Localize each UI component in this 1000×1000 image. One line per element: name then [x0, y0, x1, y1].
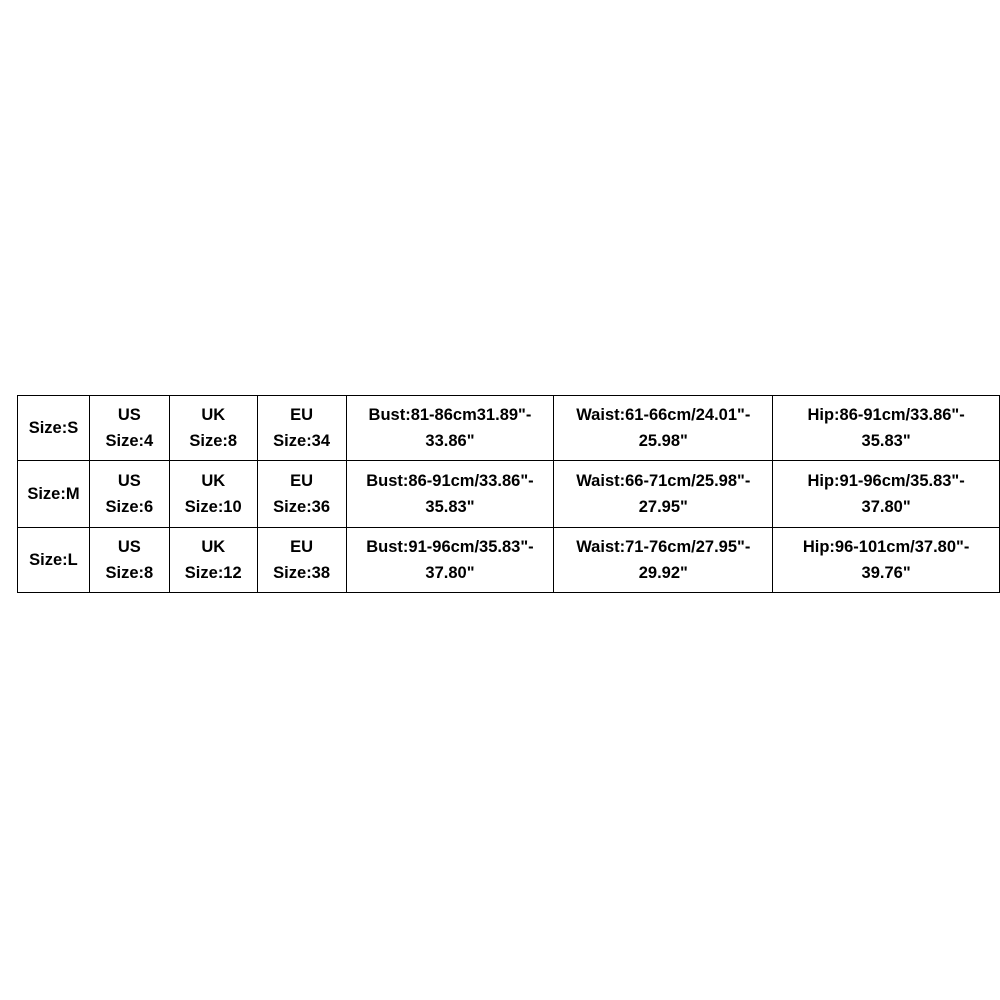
size-cell: Size:M: [18, 461, 90, 528]
table-row-size-m: [18, 461, 1000, 528]
size-cell: Size:S: [18, 396, 90, 461]
waist-cell: Waist:66-71cm/25.98"- 27.95": [554, 461, 773, 528]
eu-size-cell: EU Size:38: [257, 528, 346, 593]
waist-cell: Waist:61-66cm/24.01"- 25.98": [554, 396, 773, 461]
bust-cell: Bust:81-86cm31.89"- 33.86": [346, 396, 554, 461]
hip-cell: Hip:91-96cm/35.83"- 37.80": [773, 461, 1000, 528]
table-row-size-s: [18, 396, 1000, 461]
uk-size-cell: UK Size:8: [169, 396, 257, 461]
size-chart-table: [17, 395, 1000, 593]
table-row-size-l: [18, 528, 1000, 593]
us-size-cell: US Size:4: [89, 396, 169, 461]
waist-cell: Waist:71-76cm/27.95"- 29.92": [554, 528, 773, 593]
eu-size-cell: EU Size:36: [257, 461, 346, 528]
size-cell: Size:L: [18, 528, 90, 593]
uk-size-cell: UK Size:12: [169, 528, 257, 593]
us-size-cell: US Size:8: [89, 528, 169, 593]
us-size-cell: US Size:6: [89, 461, 169, 528]
bust-cell: Bust:86-91cm/33.86"- 35.83": [346, 461, 554, 528]
uk-size-cell: UK Size:10: [169, 461, 257, 528]
hip-cell: Hip:96-101cm/37.80"- 39.76": [773, 528, 1000, 593]
hip-cell: Hip:86-91cm/33.86"- 35.83": [773, 396, 1000, 461]
eu-size-cell: EU Size:34: [257, 396, 346, 461]
bust-cell: Bust:91-96cm/35.83"- 37.80": [346, 528, 554, 593]
